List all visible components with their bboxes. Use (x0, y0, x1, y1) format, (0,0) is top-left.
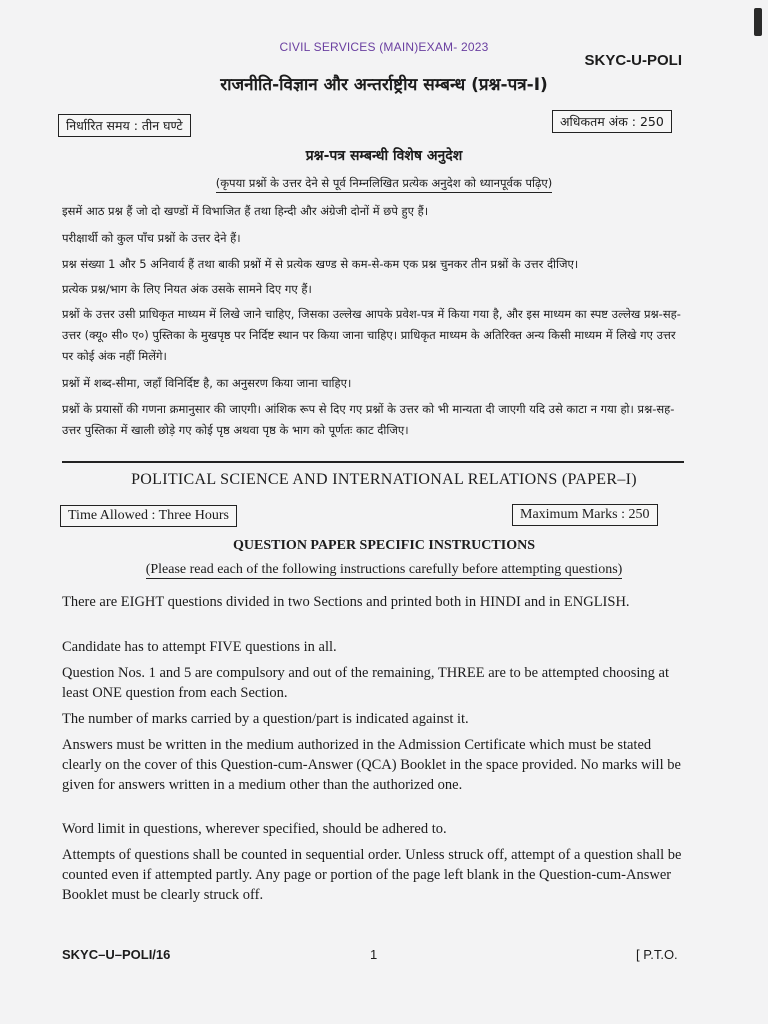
english-marks-box: Maximum Marks : 250 (512, 504, 658, 526)
hindi-time-box: निर्धारित समय : तीन घण्टे (58, 114, 191, 137)
english-time-box: Time Allowed : Three Hours (60, 505, 237, 527)
footer-code: SKYC–U–POLI/16 (62, 947, 171, 962)
hindi-instruction-6: प्रश्नों में शब्द-सीमा, जहाँ विनिर्दिष्ट है, का अनुसरण किया जाना चाहिए। (62, 376, 352, 390)
hindi-instruction-1: इसमें आठ प्रश्न हैं जो दो खण्डों में विभाजित हैं तथा हिन्दी और अंग्रेजी दोनों में छपे हुए हैं। (62, 204, 429, 218)
hindi-instructions-heading: प्रश्न-पत्र सम्बन्धी विशेष अनुदेश (305, 148, 463, 164)
footer-page-number: 1 (370, 947, 378, 962)
hindi-instruction-5: प्रश्नों के उत्तर उसी प्राधिकृत माध्यम में लिखे जाने चाहिए, जिसका उल्लेख आपके प्रवेश-पत्र में किया गया है, और इस माध्यम का स्पष्ट उल्लेख प्रश्न-सह-उत्तर (क्यू० सी० ए०) पुस्तिका के मुखपृष्ठ पर निर्दिष्ट स्थान पर किया जाना चाहिए। प्राधिकृत माध्यम के अतिरिक्त अन्य किसी माध्यम में लिखे गए उत्तर पर कोई अंक नहीं मिलेंगे। (62, 307, 681, 363)
scan-edge-mark (754, 8, 762, 36)
section-divider (62, 461, 684, 463)
english-instruction-5: Answers must be written in the medium authorized in the Admission Certificate which must be stated clearly on the cover of this Question-cum-Answer (QCA) Booklet in the space provided. No marks will be given for answers written in a medium other than the authorized one. (62, 737, 681, 793)
english-instruction-2: Candidate has to attempt FIVE questions in all. (62, 639, 337, 655)
english-instruction-6: Word limit in questions, wherever specified, should be adhered to. (62, 821, 447, 837)
english-instruction-1: There are EIGHT questions divided in two Sections and printed both in HINDI and in ENGLISH. (62, 594, 630, 610)
english-instruction-4: The number of marks carried by a question/part is indicated against it. (62, 711, 469, 727)
paper-code: SKYC-U-POLI (584, 52, 682, 69)
english-instructions-heading: QUESTION PAPER SPECIFIC INSTRUCTIONS (233, 538, 535, 553)
english-instructions-sub: (Please read each of the following instructions carefully before attempting questions) (145, 562, 623, 577)
english-instructions-sub-wrap (0, 560, 768, 578)
hindi-instruction-4: प्रत्येक प्रश्न/भाग के लिए नियत अंक उसके सामने दिए गए हैं। (62, 282, 312, 296)
hindi-instructions-sub-wrap (0, 174, 768, 192)
hindi-instructions-sub: (कृपया प्रश्नों के उत्तर देने से पूर्व निम्नलिखित प्रत्येक अनुदेश को ध्यानपूर्वक पढ़िए) (216, 176, 553, 193)
english-paper-title: POLITICAL SCIENCE AND INTERNATIONAL RELATIONS (PAPER–I) (131, 471, 637, 488)
hindi-paper-title: राजनीति-विज्ञान और अन्तर्राष्ट्रीय सम्बन्ध (प्रश्न-पत्र-I) (220, 75, 548, 95)
hindi-marks-box: अधिकतम अंक : 250 (552, 110, 672, 133)
english-instruction-7: Attempts of questions shall be counted in sequential order. Unless struck off, attempt of a question shall be counted even if attempted partly. Any page or portion of the page left blank in the Question-cum-Answer Booklet must be clearly struck off. (62, 847, 682, 903)
english-instruction-3: Question Nos. 1 and 5 are compulsory and out of the remaining, THREE are to be attempted choosing at least ONE question from each Section. (62, 665, 669, 701)
hindi-instruction-2: परीक्षार्थी को कुल पाँच प्रश्नों के उत्तर देने हैं। (62, 231, 241, 245)
footer-pto: [ P.T.O. (636, 947, 678, 962)
hindi-instruction-3: प्रश्न संख्या 1 और 5 अनिवार्य हैं तथा बाकी प्रश्नों में से प्रत्येक खण्ड से कम-से-कम एक प्रश्न चुनकर तीन प्रश्नों के उत्तर दीजिए। (62, 257, 579, 271)
hindi-instruction-7: प्रश्नों के प्रयासों की गणना क्रमानुसार की जाएगी। आंशिक रूप से दिए गए प्रश्नों के उत्तर को भी मान्यता दी जाएगी यदि उसे काटा न गया हो। प्रश्न-सह-उत्तर पुस्तिका में खाली छोड़े गए कोई पृष्ठ अथवा पृष्ठ के भाग को पूर्णतः काट दीजिए। (62, 402, 675, 437)
exam-header: CIVIL SERVICES (MAIN)EXAM- 2023 (279, 40, 489, 54)
